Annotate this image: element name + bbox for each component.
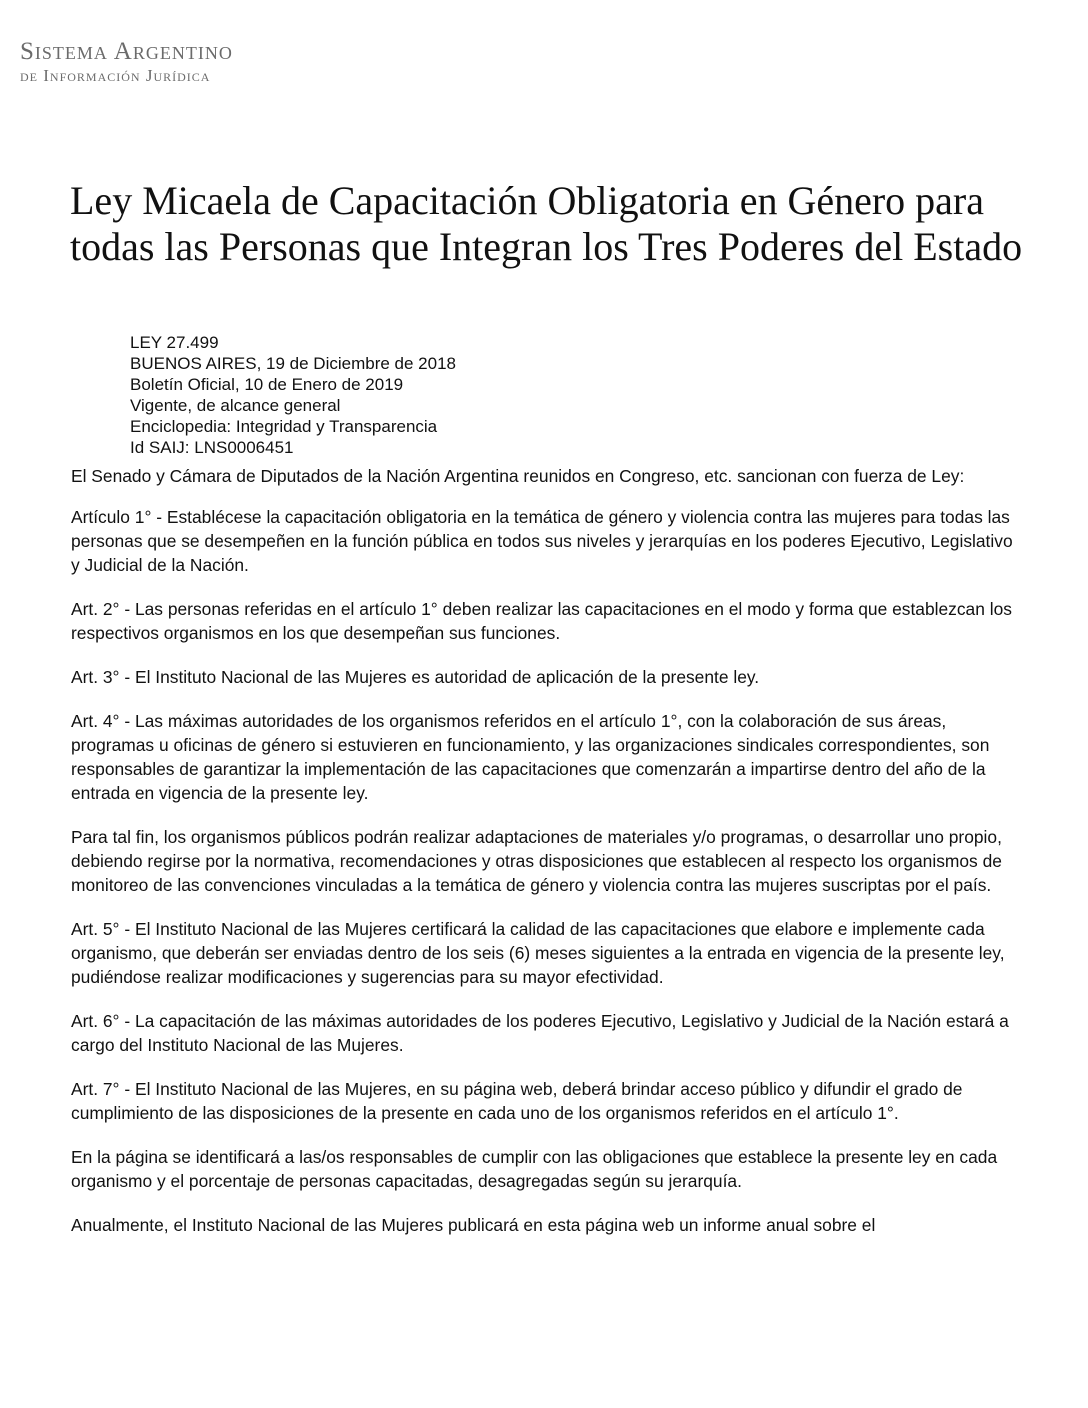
- article-7-paragraph-3: Anualmente, el Instituto Nacional de las Mujeres publicará en esta página web un informe anual sobre el: [71, 1215, 876, 1235]
- article-7-paragraph-2: En la página se identificará a las/os responsables de cumplir con las obligaciones que establece la presente ley en cada organismo y el porcentaje de personas capacitadas, desagregadas según su jerarquía.: [71, 1147, 998, 1191]
- logo-line-2: de Información Jurídica: [20, 66, 211, 85]
- article-5: Art. 5° - El Instituto Nacional de las Mujeres certificará la calidad de las capacitaciones que elabore e implemente cada organismo, que deberán ser enviadas dentro de los seis (6) meses siguientes a la entrada en vigencia de la presente ley, pudiéndose realizar modificaciones y sugerencias para su mayor efectividad.: [71, 919, 1005, 987]
- article-7: Art. 7° - El Instituto Nacional de las Mujeres, en su página web, deberá brindar acceso público y difundir el grado de cumplimiento de las disposiciones de la presente en cada uno de los organismos referidos en el artículo 1°.: [71, 1079, 963, 1123]
- article-3: Art. 3° - El Instituto Nacional de las Mujeres es autoridad de aplicación de la presente ley.: [71, 667, 760, 687]
- encyclopedia-topic: Enciclopedia: Integridad y Transparencia: [130, 417, 438, 436]
- law-metadata: [130, 332, 456, 458]
- law-number: LEY 27.499: [130, 333, 219, 352]
- article-6: Art. 6° - La capacitación de las máximas autoridades de los poderes Ejecutivo, Legislativo y Judicial de la Nación estará a cargo del Instituto Nacional de las Mujeres.: [71, 1011, 1009, 1055]
- enacting-clause: El Senado y Cámara de Diputados de la Nación Argentina reunidos en Congreso, etc. sancionan con fuerza de Ley:: [71, 466, 965, 486]
- law-body: [71, 464, 1021, 1257]
- publication-date: Boletín Oficial, 10 de Enero de 2019: [130, 375, 404, 394]
- article-4-paragraph-2: Para tal fin, los organismos públicos podrán realizar adaptaciones de materiales y/o programas, o desarrollar uno propio, debiendo regirse por la normativa, recomendaciones y otras disposiciones que establecen al respecto los organismos de monitoreo de las convenciones vinculadas a la temática de género y violencia contra las mujeres suscriptas por el país.: [71, 827, 1002, 895]
- validity-status: Vigente, de alcance general: [130, 396, 341, 415]
- sanction-date: BUENOS AIRES, 19 de Diciembre de 2018: [130, 354, 456, 373]
- article-1: Artículo 1° - Establécese la capacitación obligatoria en la temática de género y violencia contra las mujeres para todas las personas que se desempeñen en la función pública en todos sus niveles y jerarquías en los poderes Ejecutivo, Legislativo y Judicial de la Nación.: [71, 507, 1013, 575]
- saij-id: Id SAIJ: LNS0006451: [130, 438, 294, 457]
- saij-logo: [20, 38, 233, 86]
- article-4: Art. 4° - Las máximas autoridades de los organismos referidos en el artículo 1°, con la colaboración de sus áreas, programas u oficinas de género si estuvieren en funcionamiento, y las organizaciones sindicales correspondientes, son responsables de garantizar la implementación de las capacitaciones que comenzarán a impartirse dentro del año de la entrada en vigencia de la presente ley.: [71, 711, 990, 803]
- article-2: Art. 2° - Las personas referidas en el artículo 1° deben realizar las capacitaciones en el modo y forma que establezcan los respectivos organismos en los que desempeñan sus funciones.: [71, 599, 1012, 643]
- document-title: Ley Micaela de Capacitación Obligatoria en Género para todas las Personas que Integran los Tres Poderes del Estado: [70, 178, 1023, 269]
- logo-line-1: Sistema Argentino: [20, 38, 233, 65]
